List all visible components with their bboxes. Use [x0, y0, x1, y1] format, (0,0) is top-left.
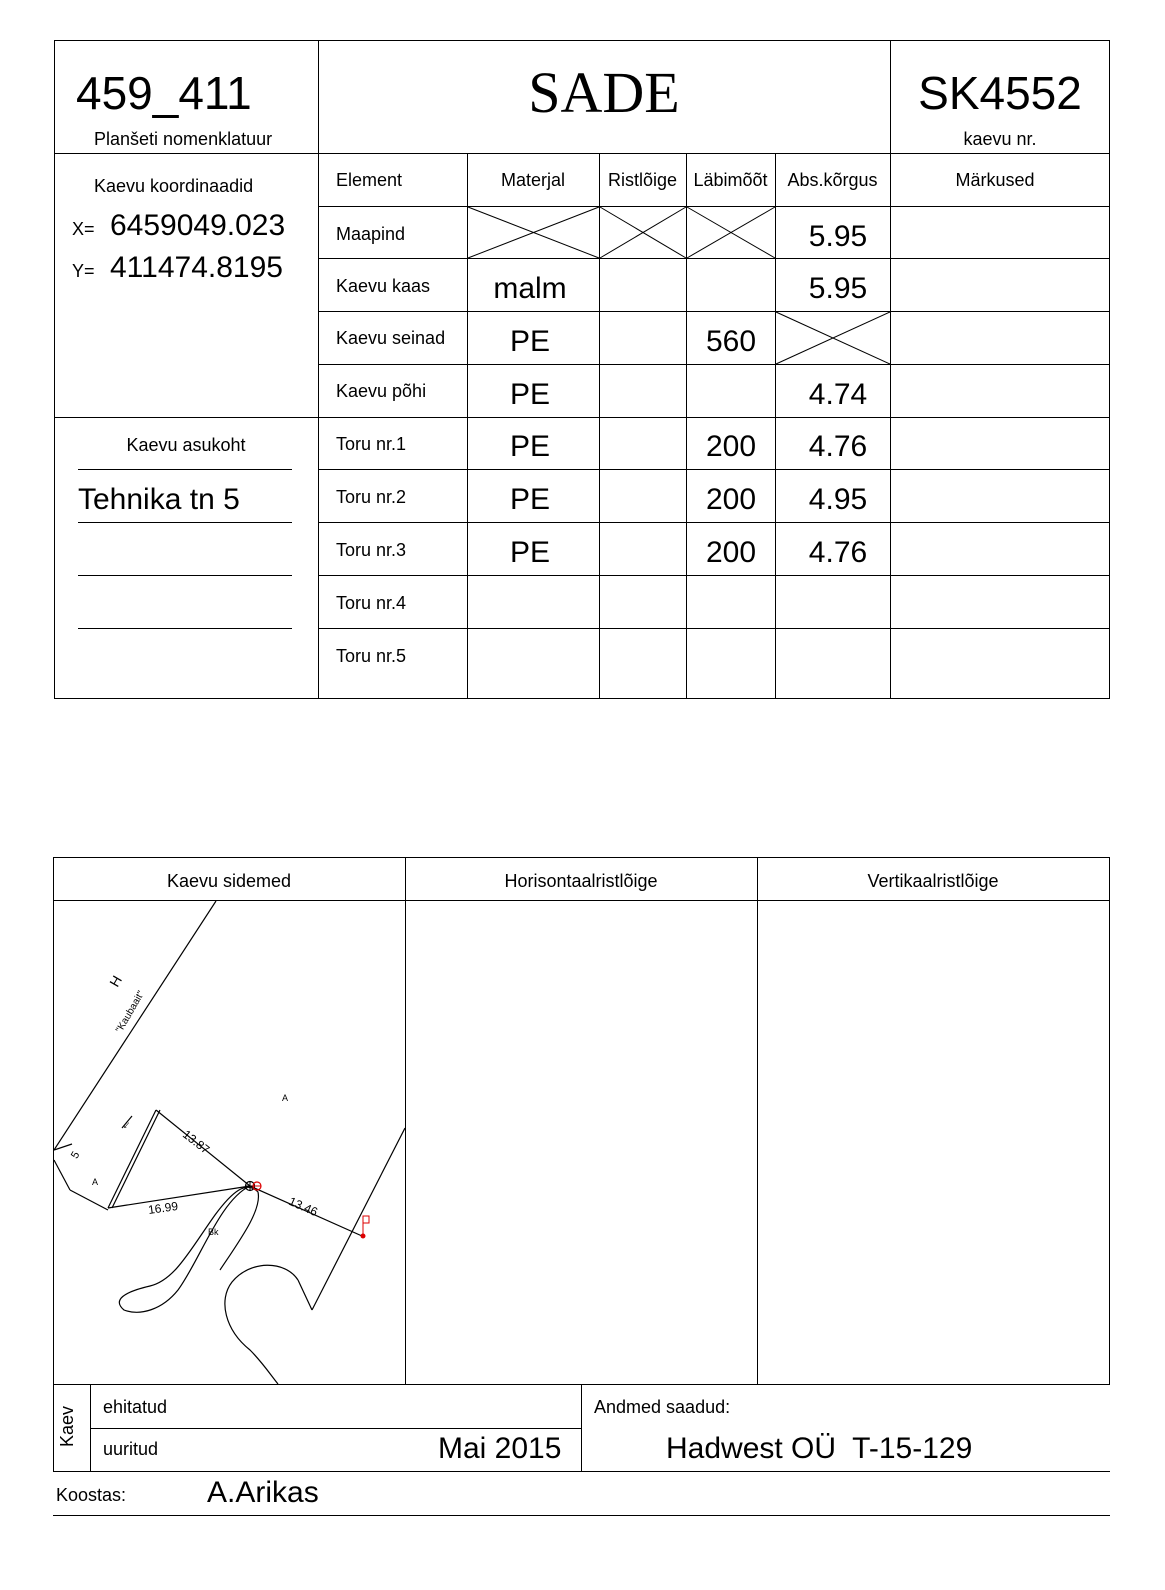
header-vertical-section: Vertikaalristlõige — [867, 871, 999, 891]
row-abs: 4.76 — [808, 430, 868, 463]
row-material: PE — [509, 483, 551, 516]
dim-13-87: 13.87 — [179, 1127, 213, 1157]
header-connections: Kaevu sidemed — [166, 871, 292, 891]
header-diameter: Läbimõõt — [693, 170, 768, 190]
header-abs-height: Abs.kõrgus — [787, 170, 878, 190]
well-number: SK4552 — [918, 67, 1082, 119]
x-coordinate: 6459049.023 — [110, 209, 286, 242]
sketch-house-number: 5 — [68, 1149, 83, 1161]
row-element: Toru nr.5 — [336, 646, 407, 666]
surveyed-value: Mai 2015 — [438, 1432, 562, 1465]
row-material: PE — [509, 430, 551, 463]
row-element: Toru nr.2 — [336, 487, 407, 507]
row-element: Kaevu kaas — [336, 276, 431, 296]
side-label: Kaev — [57, 1405, 77, 1447]
page-title: SADE — [528, 60, 680, 125]
sketch-label-bk: Bk — [208, 1227, 219, 1237]
row-abs: 5.95 — [808, 220, 868, 253]
sketch-label-a2: A — [92, 1177, 99, 1187]
row-abs: 5.95 — [808, 272, 868, 305]
row-material: PE — [509, 378, 551, 411]
row-material: PE — [509, 325, 551, 358]
built-label: ehitatud — [103, 1397, 168, 1417]
header-cross-section: Ristlõige — [607, 170, 678, 190]
header-element: Element — [336, 170, 403, 190]
source-value: Hadwest OÜ T-15-129 — [666, 1432, 973, 1465]
surveyed-label: uuritud — [103, 1439, 159, 1459]
row-diameter: 200 — [705, 430, 757, 463]
location-label: Kaevu asukoht — [126, 435, 246, 455]
header-material: Materjal — [500, 170, 566, 190]
row-element: Toru nr.4 — [336, 593, 407, 613]
x-prefix: X= — [72, 219, 95, 239]
y-coordinate: 411474.8195 — [110, 251, 283, 284]
street-letter: H — [106, 972, 126, 990]
dim-16-99: 16.99 — [147, 1198, 179, 1218]
sheet-label: Planšeti nomenklatuur — [94, 129, 273, 149]
row-material: malm — [493, 272, 567, 305]
street-name: "Kaubaait" — [114, 989, 147, 1035]
location-line-1: Tehnika tn 5 — [78, 483, 240, 516]
row-diameter: 560 — [705, 325, 757, 358]
header-notes: Märkused — [955, 170, 1035, 190]
author-value: A.Arikas — [207, 1476, 319, 1509]
row-abs: 4.76 — [808, 536, 868, 569]
sheet-number: 459_411 — [76, 67, 252, 119]
row-element: Kaevu seinad — [336, 328, 446, 348]
row-element: Kaevu põhi — [336, 381, 427, 401]
source-label: Andmed saadud: — [594, 1397, 731, 1417]
sketch-label-a1: A — [282, 1093, 289, 1103]
coordinates-label: Kaevu koordinaadid — [94, 176, 254, 196]
dim-13-46: 13.46 — [286, 1194, 320, 1220]
author-label: Koostas: — [56, 1485, 127, 1505]
y-prefix: Y= — [72, 261, 95, 281]
header-horizontal-section: Horisontaalristlõige — [504, 871, 658, 891]
row-element: Maapind — [336, 224, 406, 244]
row-element: Toru nr.1 — [336, 434, 407, 454]
row-material: PE — [509, 536, 551, 569]
row-diameter: 200 — [705, 536, 757, 569]
row-element: Toru nr.3 — [336, 540, 407, 560]
well-label: kaevu nr. — [963, 129, 1037, 149]
row-abs: 4.74 — [808, 378, 868, 411]
row-diameter: 200 — [705, 483, 757, 516]
row-abs: 4.95 — [808, 483, 868, 516]
arrow-icon: ← — [115, 1114, 135, 1134]
